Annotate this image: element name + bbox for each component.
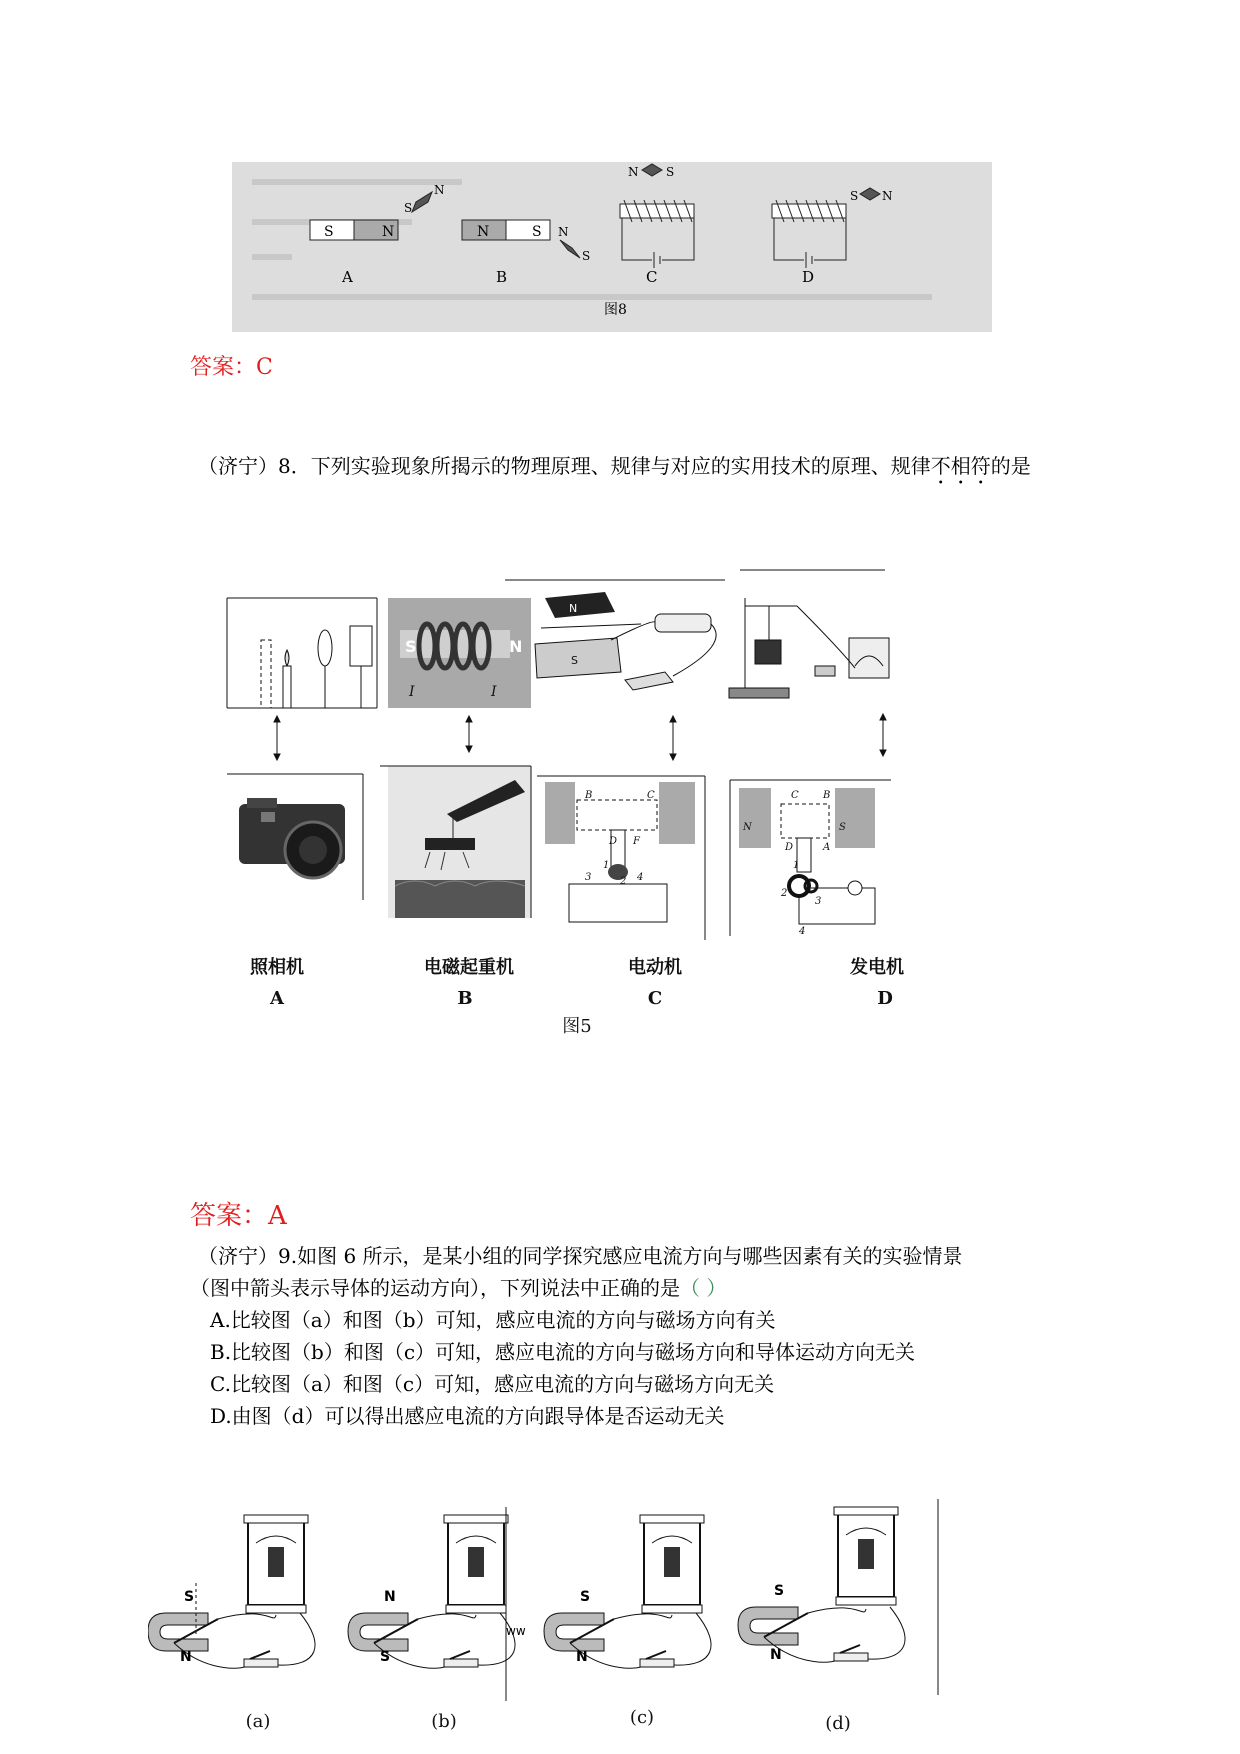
svg-text:N: N (569, 602, 578, 615)
label-crane: 电磁起重机 (424, 957, 514, 978)
svg-text:S: S (404, 201, 413, 215)
setup-b (348, 1515, 515, 1732)
svg-text:3: 3 (585, 872, 592, 883)
panel-label-d: D (802, 268, 815, 286)
svg-text:N: N (384, 1589, 396, 1605)
svg-text:D: D (785, 842, 794, 853)
generator-diagram (730, 780, 891, 937)
svg-text:S: S (850, 189, 859, 203)
motor-diagram (537, 776, 705, 940)
lens-experiment (227, 598, 377, 708)
label-motor: 电动机 (628, 957, 682, 978)
answer-q7: 答案：C (190, 355, 273, 380)
label-a: (a) (245, 1711, 271, 1732)
figure-8 (232, 162, 992, 332)
svg-text:A: A (823, 842, 831, 853)
panel-label-b: B (496, 268, 508, 286)
svg-text:N: N (743, 822, 752, 833)
figure-5 (225, 568, 1005, 1038)
figure-5-drawing (225, 568, 1005, 1038)
svg-text:N: N (576, 1649, 588, 1665)
svg-text:B: B (823, 790, 831, 801)
letter-c: C (647, 988, 663, 1009)
svg-text:3: 3 (815, 896, 822, 907)
letter-b: B (457, 988, 473, 1009)
question-9 (190, 1240, 1090, 1432)
question-8 (190, 447, 1070, 489)
generator-experiment (729, 570, 889, 698)
coil-experiment (388, 598, 531, 708)
option-d: D.由图（d）可以得出感应电流的方向跟导体是否运动无关 (210, 1404, 725, 1428)
setup-d (738, 1507, 905, 1734)
svg-text:2: 2 (620, 876, 627, 887)
question-8-text: （济宁）8．下列实验现象所揭示的物理原理、规律与对应的实用技术的原理、规律 (198, 454, 931, 478)
svg-text:N: N (509, 637, 523, 656)
figure-8-drawing (232, 162, 992, 332)
panel-label-c: C (646, 268, 658, 286)
svg-text:N: N (180, 1649, 192, 1665)
question-8-end: 的是 (990, 454, 1031, 478)
svg-text:S: S (532, 224, 542, 240)
svg-text:S: S (184, 1589, 195, 1605)
svg-text:4: 4 (799, 926, 806, 937)
svg-text:S: S (839, 822, 846, 833)
svg-text:C: C (791, 790, 799, 801)
option-b: B.比较图（b）和图（c）可知，感应电流的方向与磁场方向和导体运动方向无关 (210, 1340, 916, 1364)
svg-text:I: I (491, 684, 497, 700)
camera-image (227, 774, 363, 900)
question-9-stem-line-1: （济宁）9.如图 6 所示，是某小组的同学探究感应电流方向与哪些因素有关的实验情景 (198, 1244, 963, 1268)
svg-text:F: F (633, 836, 640, 847)
svg-text:N: N (558, 225, 569, 239)
svg-text:N: N (477, 224, 490, 240)
svg-text:S: S (380, 1649, 391, 1665)
svg-text:N: N (382, 224, 395, 240)
figure-8-caption: 图8 (604, 302, 627, 318)
figure-6 (148, 1495, 1018, 1735)
panel-label-a: A (342, 268, 353, 286)
svg-text:S: S (580, 1589, 591, 1605)
svg-text:1: 1 (603, 860, 610, 871)
answer-bracket: （ ） (680, 1276, 727, 1300)
svg-text:N: N (882, 189, 893, 203)
letter-a: A (270, 988, 284, 1009)
svg-text:S: S (324, 224, 334, 240)
question-8-emphasis: 不相符 (930, 454, 991, 478)
letter-d: D (877, 988, 893, 1009)
figure-6-drawing (148, 1495, 1018, 1735)
svg-text:4: 4 (637, 872, 644, 883)
svg-text:N: N (434, 183, 445, 197)
magnet-a (310, 220, 398, 240)
svg-text:I: I (409, 684, 415, 700)
svg-text:N: N (628, 165, 639, 179)
double-arrows (274, 714, 886, 760)
option-c: C.比较图（a）和图（c）可知，感应电流的方向与磁场方向无关 (210, 1372, 775, 1396)
answer-q8: 答案：A (190, 1201, 287, 1231)
svg-text:S: S (666, 165, 675, 179)
svg-text:C: C (647, 790, 655, 801)
svg-text:D: D (609, 836, 618, 847)
svg-text:2: 2 (781, 888, 788, 899)
setup-c (544, 1515, 711, 1728)
figure-5-caption: 图5 (562, 1016, 592, 1037)
svg-text:S: S (774, 1583, 785, 1599)
label-b: (b) (431, 1711, 457, 1732)
svg-text:B: B (585, 790, 593, 801)
option-a: A.比较图（a）和图（b）可知，感应电流的方向与磁场方向有关 (210, 1308, 776, 1332)
label-camera: 照相机 (250, 957, 304, 978)
magnet-b (462, 220, 550, 240)
stray-mark: ww (506, 1624, 526, 1638)
svg-text:S: S (405, 637, 417, 656)
label-d: (d) (825, 1713, 851, 1734)
svg-text:S: S (582, 249, 591, 263)
label-generator: 发电机 (850, 957, 904, 978)
svg-text:N: N (770, 1647, 782, 1663)
crane-image (380, 766, 531, 918)
label-c: (c) (629, 1707, 655, 1728)
setup-a (148, 1515, 315, 1732)
svg-text:S: S (571, 654, 578, 667)
question-9-stem-line-2: （图中箭头表示导体的运动方向），下列说法中正确的是 (190, 1276, 680, 1300)
motor-experiment (505, 580, 725, 690)
svg-text:1: 1 (793, 860, 800, 871)
